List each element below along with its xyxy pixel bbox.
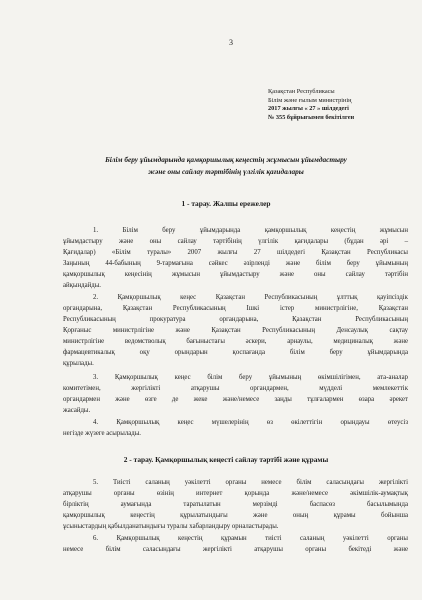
section-1-heading: 1 - тарау. Жалпы ережелер [181, 199, 271, 208]
paragraph-1 [63, 225, 408, 291]
paragraph-line: министрлігіне ведомстволық бағыныстағы әскери, арнаулы, медициналық және [63, 338, 408, 345]
paragraph-line: атқарушы органы өзінің интернет қорында және/немесе әкімшілік-аумақтық [63, 490, 408, 497]
document-title-line: және оны сайлау тәртібінің үлгілік қағидалары [148, 167, 304, 176]
paragraph-line: немесе білім саласындағы жергілікті атқарушы органы бекітеді және [63, 546, 408, 553]
approval-line: Қазақстан Республикасы [268, 88, 335, 95]
paragraph-3 [63, 372, 408, 416]
document-title-line: Білім беру ұйымдарында қамқоршылық кеңестің жұмысын ұйымдастыру [105, 155, 347, 164]
paragraph-line: ұсыныстардың қабылданатындығы туралы хабарландыру орналастырады. [63, 523, 279, 530]
paragraph-line: бірліктің аумағында таратылатын мерзімді баспасөз басылымында [63, 501, 408, 508]
paragraph-line: Қағидалар) «Білім туралы» 2007 жылғы 27 шілдедегі Қазақстан Республикасы [63, 249, 408, 256]
paragraph-line: фармацевтикалық оқу орындарын қоспағанда білім беру ұйымдарында [63, 349, 408, 356]
document-title [50, 154, 402, 178]
paragraph-line: комитетімен, жергілікті атқарушы органдармен, мүдделі мемлекеттік [63, 385, 408, 392]
paragraph-line: ұйымдастыру және оны сайлау тәртібінің үлгілік қағидалары (бұдан әрі – [63, 238, 408, 245]
paragraph-line: 1. Білім беру ұйымдарында қамқоршылық кеңестің жұмысын [93, 227, 408, 234]
approval-stamp-block [268, 88, 418, 123]
approval-line: № 355 бұйрығымен бекітілген [268, 114, 355, 122]
paragraph-line: айқындайды. [63, 282, 101, 289]
paragraph-line: жасайды. [63, 407, 91, 414]
paragraph-line: 3. Қамқоршылық кеңес білім беру ұйымының өкімшілігімен, ата-аналар [93, 374, 408, 381]
paragraph-line: 6. Қамқоршылық кеңестің құрамын тиісті саланың уәкілетті органы [93, 535, 408, 542]
paragraph-line: 2. Қамқоршылық кеңес Қазақстан Республикасының ұлттық қауіпсіздік [93, 294, 408, 301]
paragraph-2 [63, 292, 408, 369]
paragraph-line: органдарына, Қазақстан Республикасының Ішкі істер министрлігіне, Қазақстан [63, 305, 408, 312]
paragraph-4 [63, 417, 408, 439]
approval-line: Білім және ғылым министрінің [268, 96, 352, 104]
paragraph-5 [63, 477, 408, 532]
paragraph-line: органдармен және өзге де жеке және/немесе заңды тұлғалармен өзара әрекет [63, 396, 408, 403]
page-number: 3 [229, 38, 233, 47]
paragraph-6 [63, 533, 408, 555]
paragraph-line: негізде жүзеге асырылады. [63, 430, 141, 437]
paragraph-line: 4. Қамқоршылық кеңес мүшелерінің өз өкілеттігін орындауы өтеусіз [93, 419, 408, 426]
paragraph-line: құрылады. [63, 360, 94, 367]
paragraph-line: Республикасының прокуратура органдарына, Қазақстан Республикасының [63, 316, 408, 323]
approval-line: 2017 жылғы « 27 » шілдедегі [268, 105, 349, 113]
paragraph-line: қамқоршылық кеңесінің жұмысын ұйымдастыру және оны сайлау тәртібін [63, 271, 408, 278]
paragraph-line: қамқоршылық кеңестің құрылатындығы және оның құрамы бойынша [63, 512, 408, 519]
paragraph-line: 5. Тиісті саланың уәкілетті органы немесе білім саласындағы жергілікті [93, 479, 408, 486]
paragraph-line: Қорғаныс министрлігіне және Қазақстан Республикасының Денсаулық сақтау [63, 327, 408, 334]
paragraph-line: Заңының 44-бабының 9-тармағына сәйкес әзірленді және білім беру ұйымының [63, 260, 408, 267]
section-2-heading: 2 - тарау. Қамқоршылық кеңесті сайлау тәртібі және құрамы [123, 455, 329, 464]
